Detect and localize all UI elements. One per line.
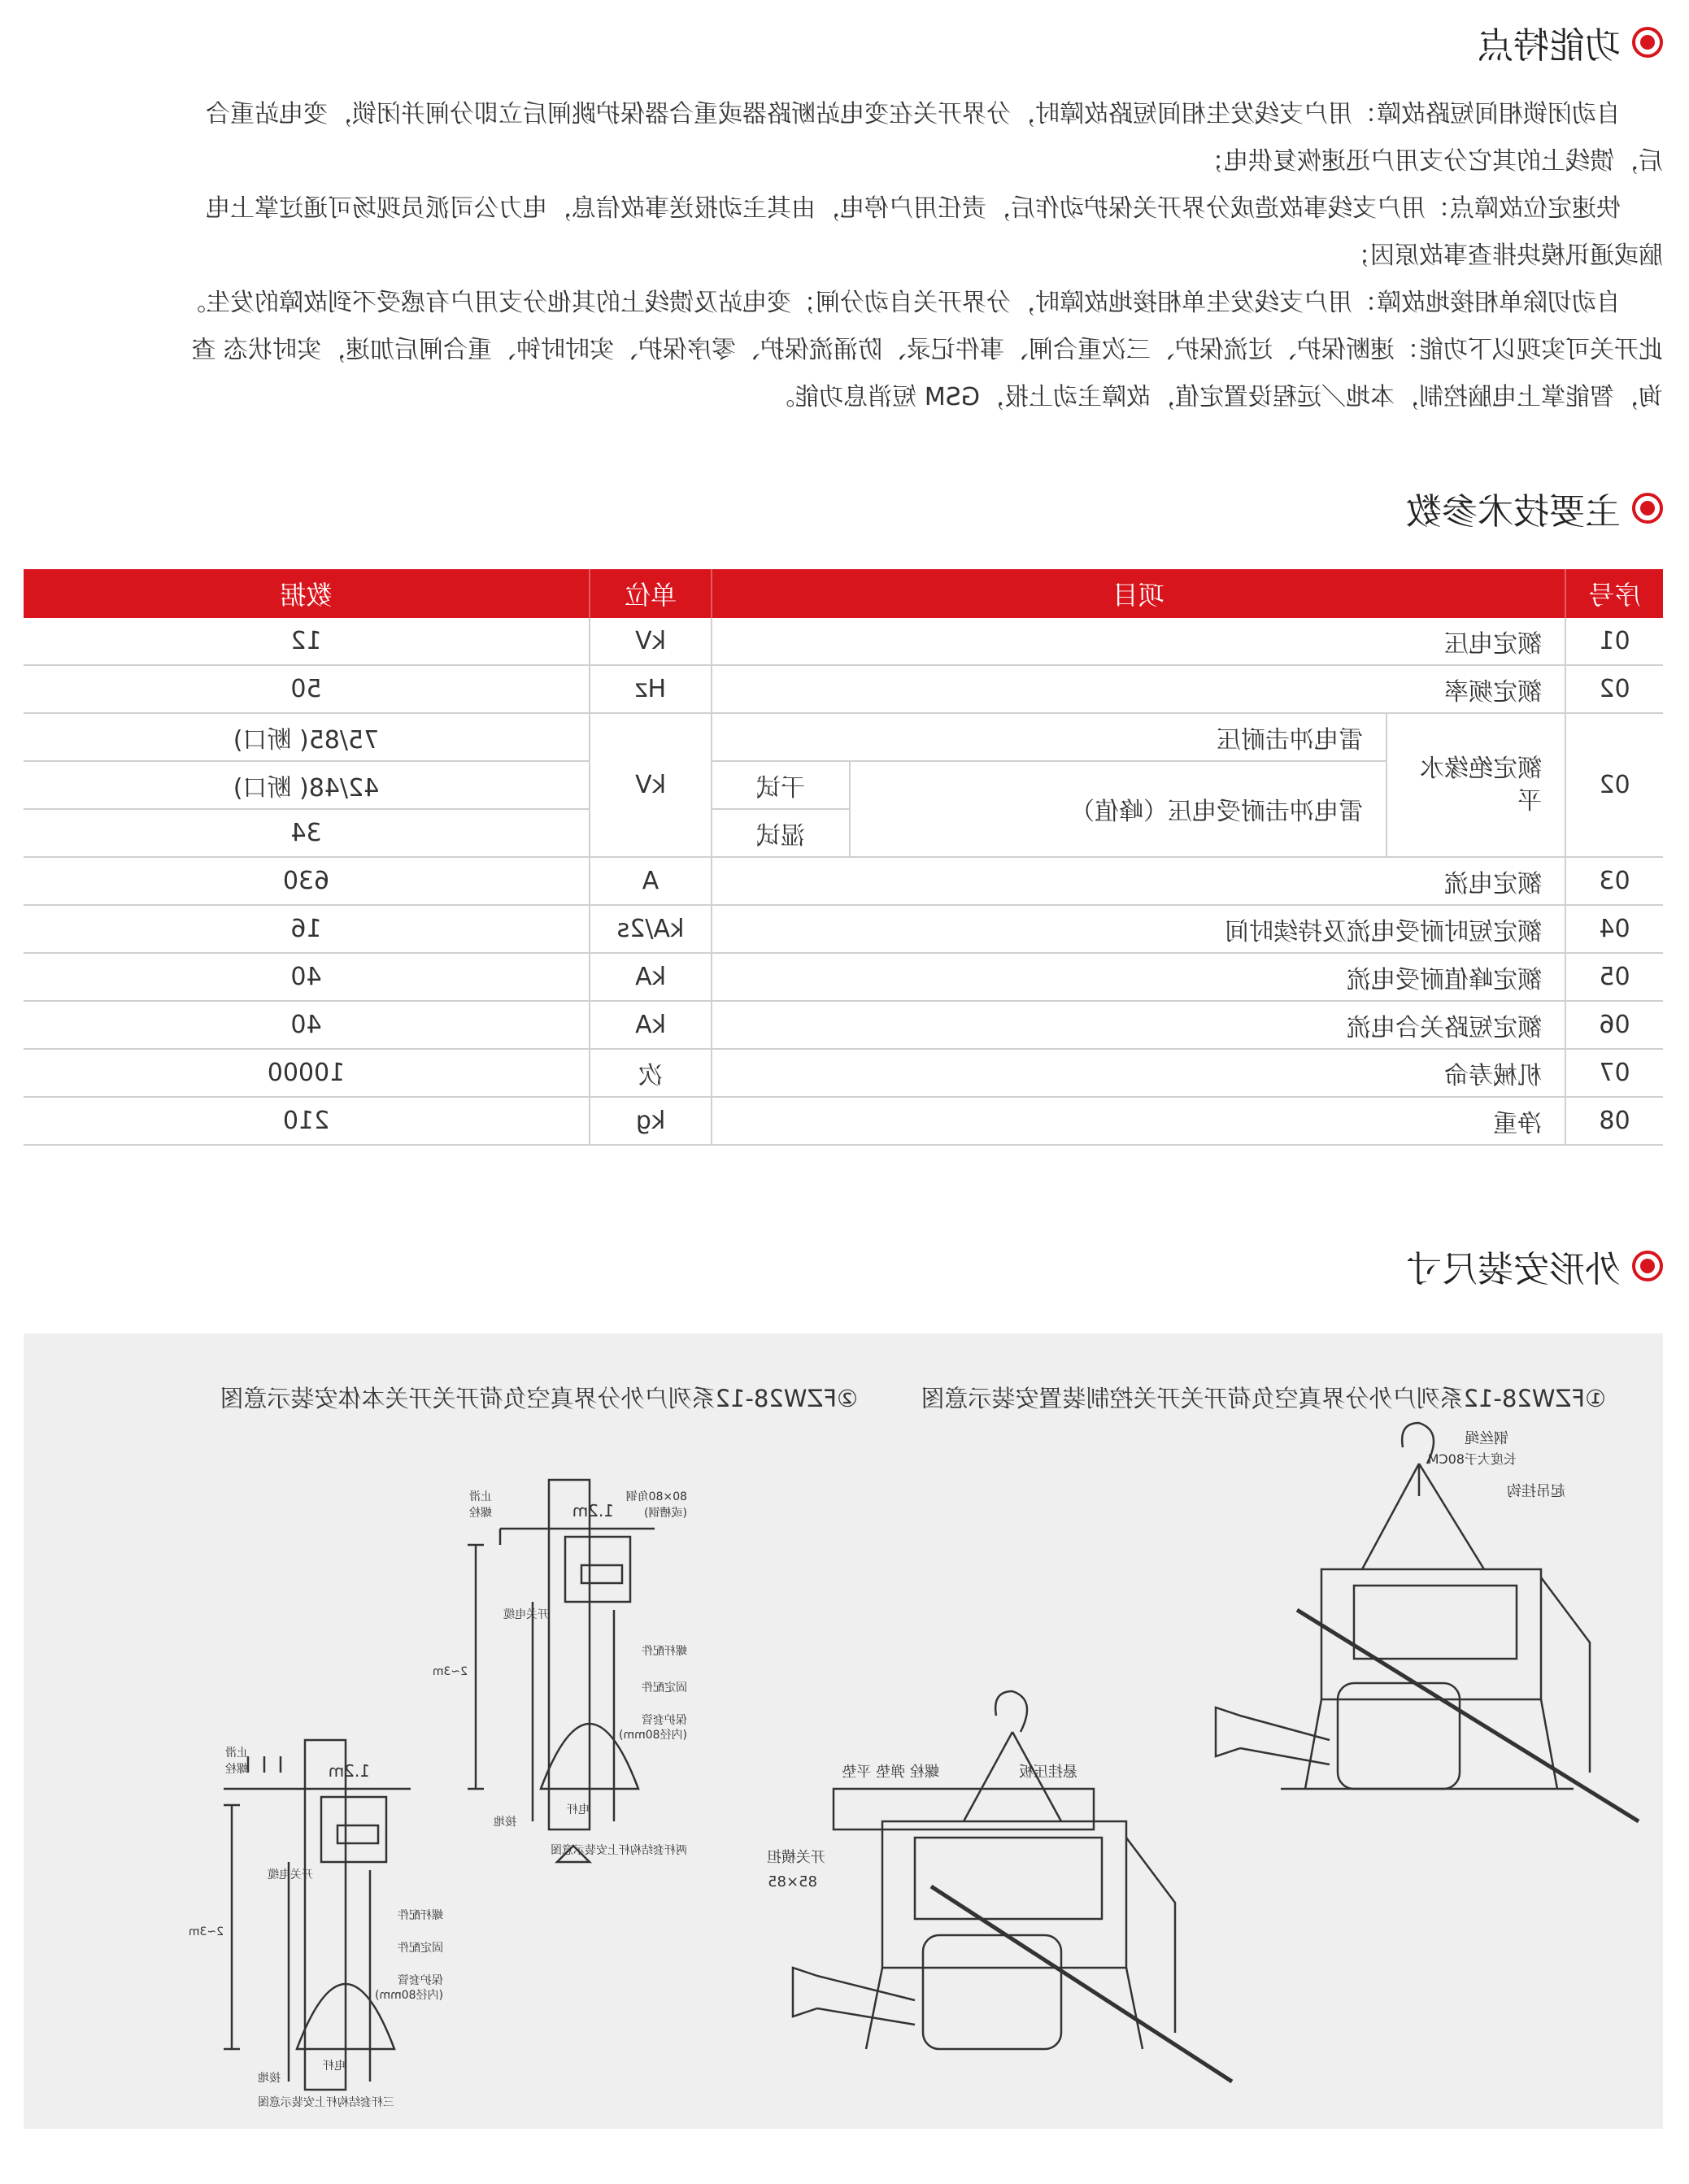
label-beam2: 80×80角钢	[625, 1490, 687, 1503]
header-value: 数据	[24, 569, 590, 618]
label-tube2-c: (内径80mm)	[618, 1729, 687, 1742]
label-fix-d: 固定配件	[398, 1942, 443, 1955]
table-header-row	[24, 569, 1663, 618]
params-table	[24, 569, 1663, 1146]
table-row: 湿试 34	[24, 809, 1663, 857]
label-fix-c: 固定配件	[642, 1682, 687, 1695]
feature-line: 脑或通讯模块排查事故原因；	[1346, 241, 1663, 270]
label-ground-c: 接地	[494, 1816, 516, 1829]
section-ring-icon	[1632, 27, 1663, 58]
install-diagram-panel	[24, 1333, 1663, 2129]
label-dim-d: 1.2m	[328, 1761, 370, 1781]
label-clamp: 悬挂压板	[1019, 1764, 1077, 1781]
label-bolt: 螺栓 弹垫 平垫	[842, 1764, 939, 1781]
feature-line: 自动闭锁相间短路故障：用户支线发生相间短路故障时，分界开关在变电站断路器或重合器保护跳闸后立即分闸并闭锁，变电站重合	[206, 100, 1621, 128]
section-ring-icon	[1632, 1251, 1663, 1281]
caption-control-device: ①FZW28-12系列户外分界真空负荷开关开关控制装置安装示意图	[921, 1385, 1606, 1412]
table-row: 07 机械寿命 次 10000	[24, 1049, 1663, 1097]
table-row: 05 额定峰值耐受电流 kA 40	[24, 953, 1663, 1001]
table-row: 02 额定频率 Hz 50	[24, 665, 1663, 713]
label-stop-c: 止滑	[469, 1490, 492, 1503]
feature-line: 询，智能掌上电脑控制，本地／远程设置定值，故障主动上报，GSM 短消息功能。	[770, 383, 1663, 411]
table-row: 02 额定绝缘水平 雷电冲击耐压 kV 75/85( 断口)	[24, 713, 1663, 761]
table-row: 03 额定电流 A 630	[24, 857, 1663, 905]
label-cable-d: 开关电缆	[268, 1869, 313, 1882]
label-hoop-d: 螺杆配件	[398, 1909, 443, 1922]
label-pole-c: 电杆	[567, 1803, 590, 1816]
label-switch-beam: 开关横担	[767, 1849, 825, 1866]
header-unit: 单位	[590, 569, 712, 618]
caption-switch-body: ②FZW28-12系列户外分界真空负荷开关开关本体安装示意图	[220, 1385, 858, 1412]
params-title: 主要技术参数	[1406, 482, 1663, 534]
install-title: 外形安装尺寸	[1406, 1240, 1663, 1292]
table-row: 雷电冲击耐受电压（峰值） 干试 42/48( 断口)	[24, 761, 1663, 809]
label-tube-d: 保护套管	[398, 1974, 443, 1987]
caption-d: 三杆套结构杆上安装示意图	[258, 2096, 394, 2109]
feature-line: 自动切除单相接地故障：用户支线发生单相接地故障时，分界开关自动分闸；变电站及馈线上的其他分支用户有感受不到故障的发生。	[181, 289, 1621, 317]
feature-line: 此开关可实现以下功能：速断保护、过流保护、三次重合闸、事件记录、防涌流保护、零序保护、实时时钟、重合闸后加速，实时状态 查	[191, 336, 1663, 364]
label-ground-d: 接地	[258, 2072, 281, 2085]
table-row: 01 额定电压 kV 12	[24, 618, 1663, 665]
label-wire-len: 长度大于80CM	[1427, 1451, 1517, 1467]
table-row: 04 额定短时耐受电流及持续时间 kA/2s 16	[24, 905, 1663, 953]
label-bolt2-d: 螺栓	[225, 1763, 248, 1776]
label-beam2b: (或槽钢)	[644, 1507, 687, 1520]
switch-lift-diagram-b	[767, 1691, 1232, 2082]
header-item: 项目	[712, 569, 1565, 618]
section-ring-icon	[1632, 493, 1663, 524]
feature-line: 快速定位故障点：用户支线事故造成分界开关保护动作后，责任用户停电，由其主动报送事故信息，电力公司派员现场可通过掌上电	[206, 194, 1621, 223]
label-dim-c: 1.2m	[572, 1501, 614, 1521]
label-tube2-d: (内径80mm)	[374, 1989, 443, 2002]
label-bolt2-c: 螺栓	[469, 1507, 492, 1520]
label-h-c: 2~3m	[432, 1665, 468, 1678]
label-beam-size: 85×85	[768, 1873, 817, 1890]
table-row: 06 额定短路关合电流 kA 40	[24, 1001, 1663, 1049]
features-title: 功能特点	[1478, 16, 1663, 68]
label-wire: 钢丝绳	[1465, 1430, 1508, 1447]
caption-c: 两杆套结构杆上安装示意图	[551, 1844, 687, 1857]
label-pole-d: 电杆	[323, 2060, 346, 2073]
pole-mount-diagram-d	[189, 1740, 443, 2109]
install-diagrams-svg	[24, 1333, 1663, 2129]
pole-mount-diagram-c	[433, 1480, 687, 1862]
label-hook: 起吊挂钩	[1507, 1483, 1565, 1500]
label-h-d: 2~3m	[188, 1925, 224, 1938]
features-text	[28, 91, 1663, 421]
label-cable-c: 开关电缆	[503, 1608, 549, 1621]
table-row: 08 净重 kg 210	[24, 1097, 1663, 1145]
header-no: 序号	[1565, 569, 1663, 618]
feature-line: 后，馈线上的其它分支用户迅速恢复供电；	[1199, 147, 1663, 176]
switch-lift-diagram-a	[1216, 1423, 1639, 1821]
label-stop-d: 止滑	[225, 1747, 248, 1760]
label-hoop-c: 螺杆配件	[642, 1645, 687, 1658]
label-tube-c: 保护套管	[642, 1714, 687, 1727]
